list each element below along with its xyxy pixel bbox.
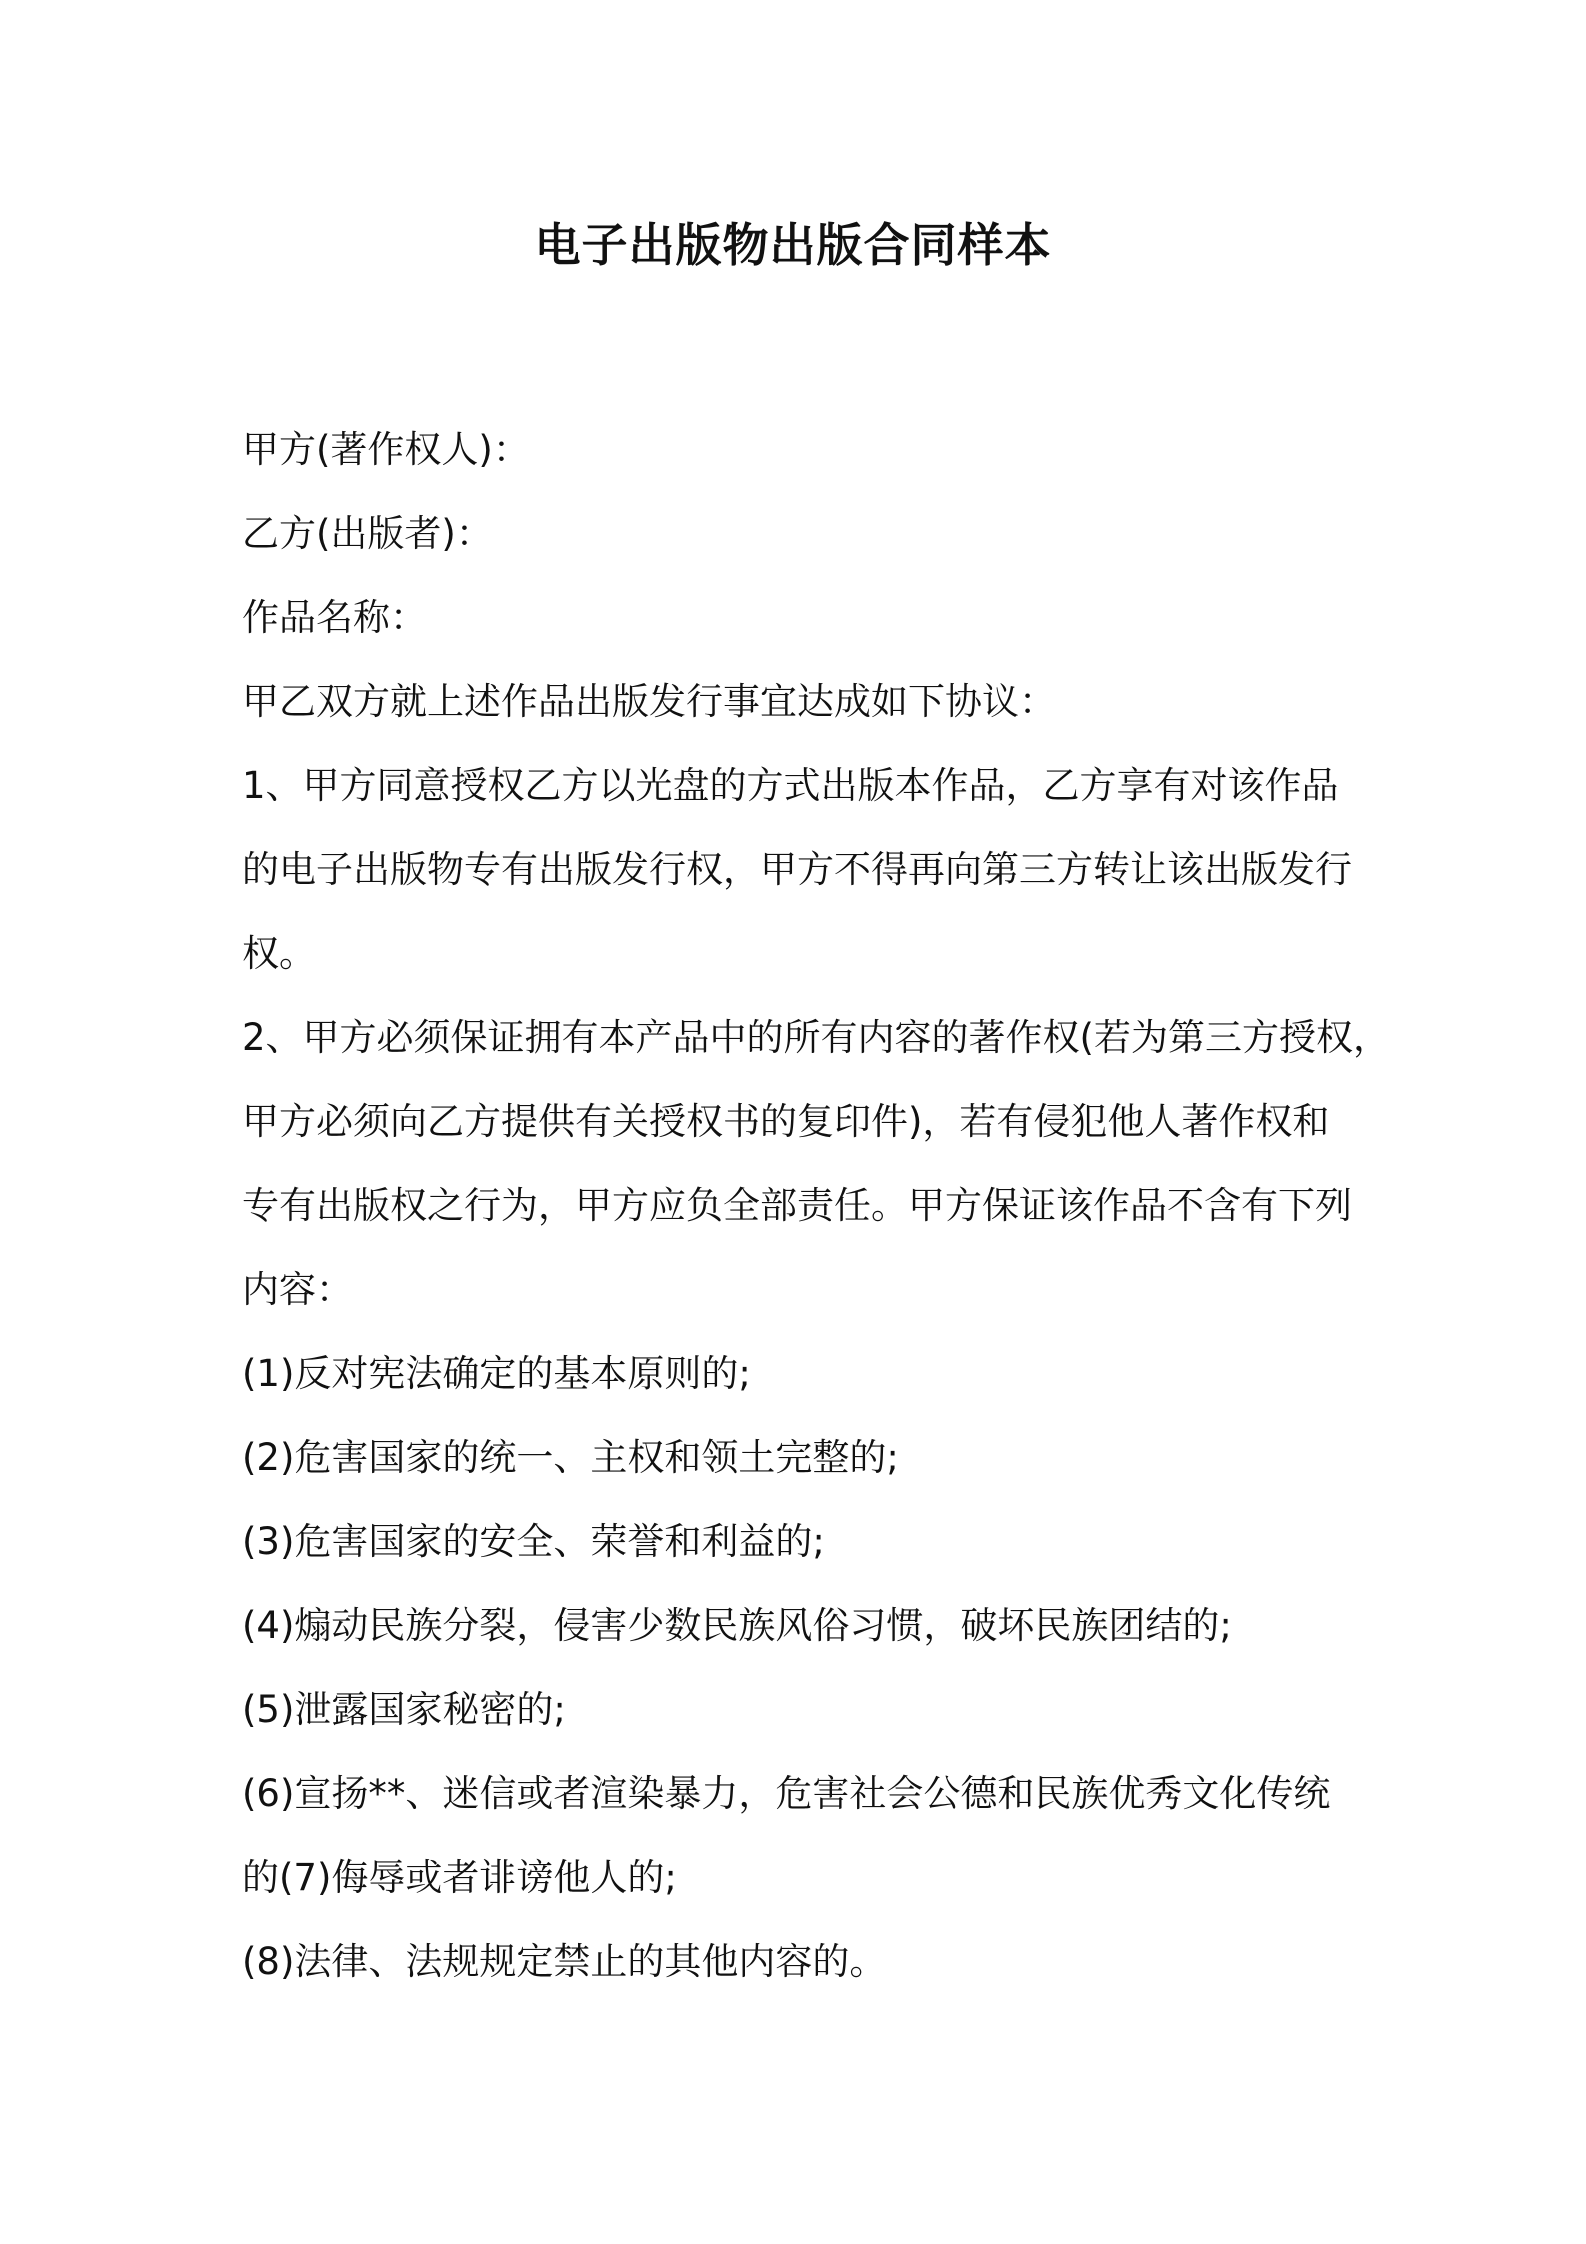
content-item-5: (5)泄露国家秘密的; <box>242 1688 566 1731</box>
document-body <box>242 408 1390 2004</box>
clause-2-line-1: 2、甲方必须保证拥有本产品中的所有内容的著作权(若为第三方授权， <box>242 1016 1390 1059</box>
party-a-line: 甲方(著作权人)： <box>242 428 530 471</box>
clause-2-line-2: 甲方必须向乙方提供有关授权书的复印件)，若有侵犯他人著作权和 <box>242 1100 1330 1143</box>
content-item-8: (8)法律、法规规定禁止的其他内容的。 <box>242 1940 887 1983</box>
content-item-6-line-1: (6)宣扬**、迷信或者渲染暴力，危害社会公德和民族优秀文化传统 <box>242 1772 1331 1815</box>
agreement-intro-line: 甲乙双方就上述作品出版发行事宜达成如下协议： <box>242 680 1056 723</box>
clause-2-line-4: 内容： <box>242 1268 353 1311</box>
clause-1-line-1: 1、甲方同意授权乙方以光盘的方式出版本作品，乙方享有对该作品 <box>242 764 1339 807</box>
document-title: 电子出版物出版合同样本 <box>534 218 1052 272</box>
content-item-6-7-line-2: 的(7)侮辱或者诽谤他人的; <box>242 1856 677 1899</box>
clause-1-line-2: 的电子出版物专有出版发行权，甲方不得再向第三方转让该出版发行 <box>242 848 1352 891</box>
clause-2-line-3: 专有出版权之行为，甲方应负全部责任。甲方保证该作品不含有下列 <box>242 1184 1352 1227</box>
content-item-1: (1)反对宪法确定的基本原则的; <box>242 1352 751 1395</box>
work-name-line: 作品名称： <box>242 596 427 639</box>
clause-1-line-3: 权。 <box>242 932 316 975</box>
party-b-line: 乙方(出版者)： <box>242 512 493 555</box>
content-item-4: (4)煽动民族分裂，侵害少数民族风俗习惯，破坏民族团结的; <box>242 1604 1232 1647</box>
content-item-2: (2)危害国家的统一、主权和领土完整的; <box>242 1436 899 1479</box>
content-item-3: (3)危害国家的安全、荣誉和利益的; <box>242 1520 825 1563</box>
